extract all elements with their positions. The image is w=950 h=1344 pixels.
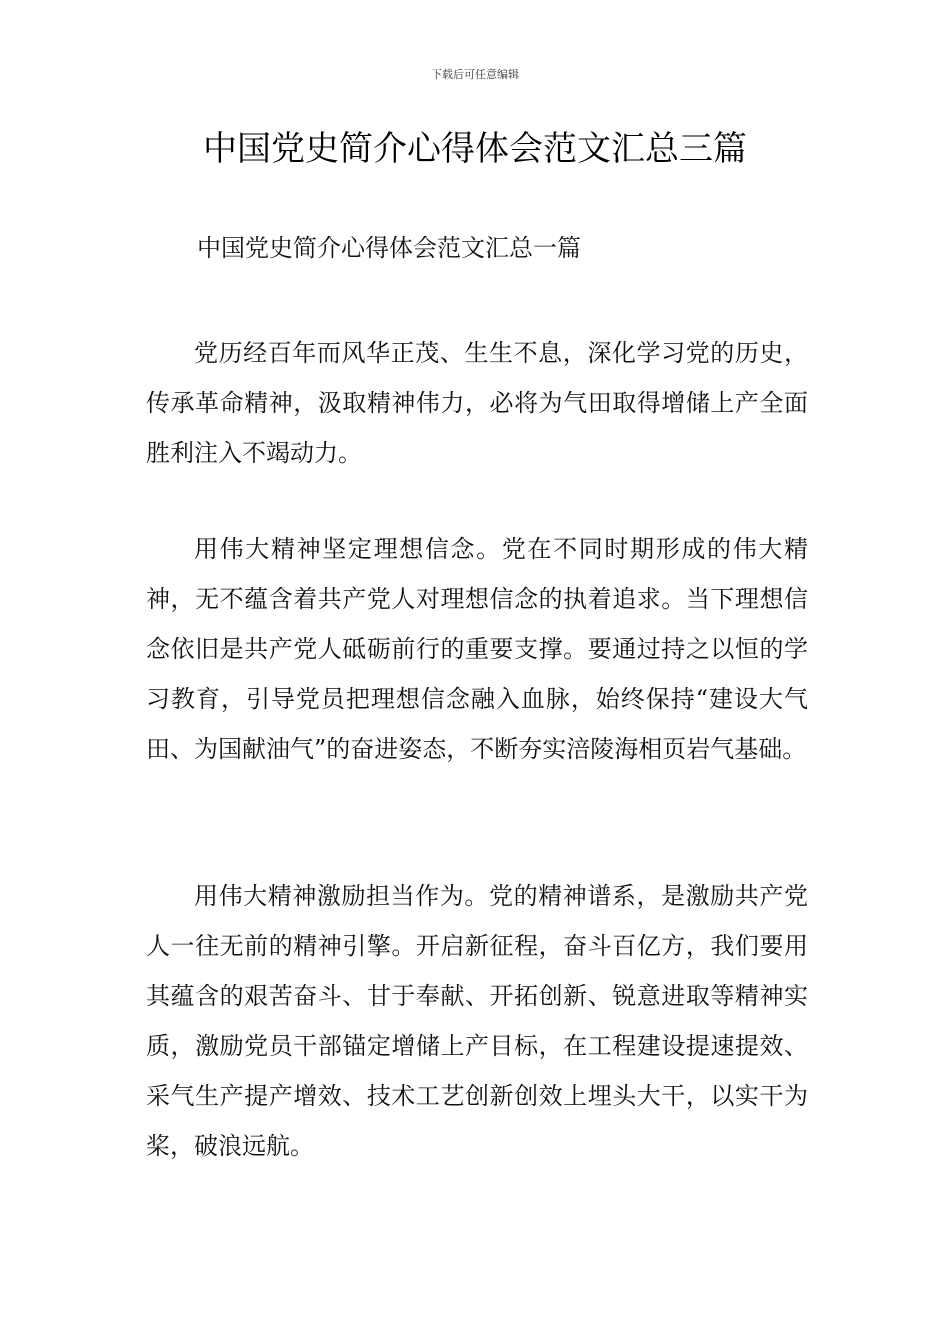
document-title: 中国党史简介心得体会范文汇总三篇: [203, 129, 747, 169]
paragraph: 党历经百年而风华正茂、生生不息，深化学习党的历史，传承革命精神，汲取精神伟力，必将为气田取得增储上产全面胜利注入不竭动力。: [146, 339, 808, 467]
section-heading: 中国党史简介心得体会范文汇总一篇: [197, 234, 581, 262]
paragraph: 用伟大精神激励担当作为。党的精神谱系，是激励共产党人一往无前的精神引擎。开启新征程，奋斗百亿方，我们要用其蕴含的艰苦奋斗、甘于奉献、开拓创新、锐意进取等精神实质，激励党员干部锚定增储上产目标，在工程建设提速提效、采气生产提产增效、技术工艺创新创效上埋头大干，以实干为桨，破浪远航。: [146, 882, 808, 1160]
paragraph: 用伟大精神坚定理想信念。党在不同时期形成的伟大精神，无不蕴含着共产党人对理想信念的执着追求。当下理想信念依旧是共产党人砥砺前行的重要支撑。要通过持之以恒的学习教育，引导党员把理想信念融入血脉，始终保持“建设大气田、为国献油气”的奋进姿态，不断夯实涪陵海相页岩气基础。: [146, 535, 808, 763]
header-note: 下载后可任意编辑: [431, 68, 519, 81]
